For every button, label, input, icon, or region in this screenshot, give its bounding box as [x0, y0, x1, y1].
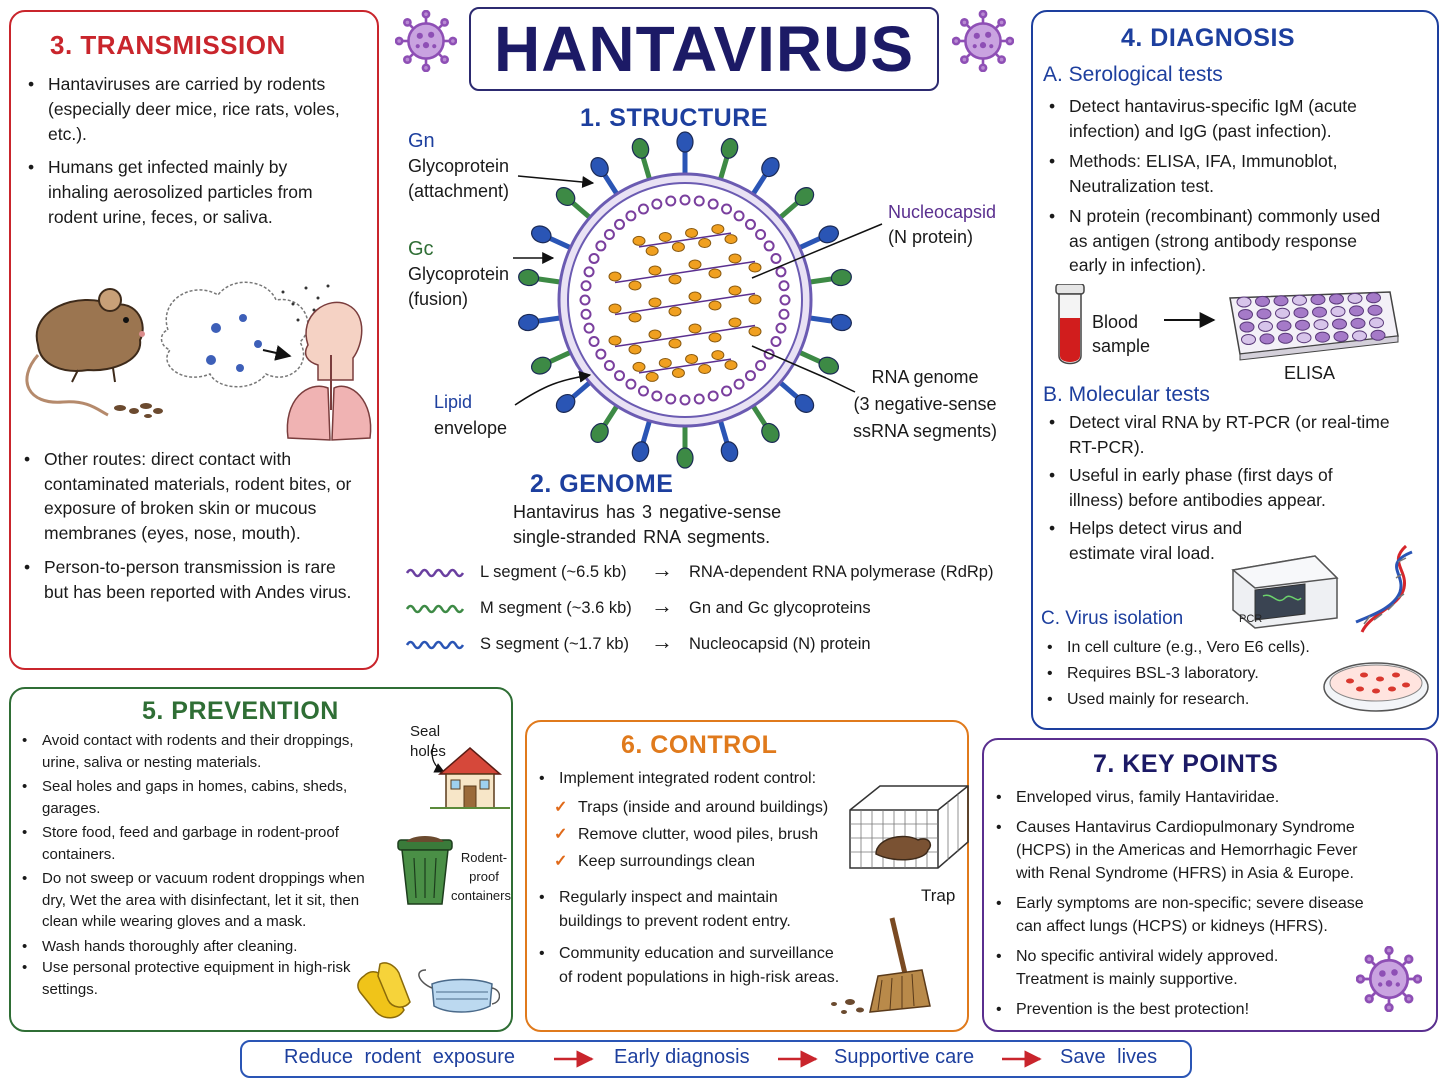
arrow-icon: →: [651, 593, 673, 618]
list-item: • In cell culture (e.g., Vero E6 cells).: [1043, 635, 1363, 661]
gc-desc: Glycoprotein: [408, 264, 510, 284]
seal-label-2: holes: [410, 743, 446, 760]
trash-bin-icon: [394, 834, 456, 908]
list-item: • Causes Hantavirus Cardiopulmonary Syndrome (HCPS) in the Americas and Hemorrhagic Fever with Renal Syndrome (HFRS) in Asia & Europe.: [992, 816, 1388, 885]
pcr-machine-icon: [1225, 548, 1343, 630]
structure-heading: 1. STRUCTURE: [580, 104, 768, 132]
list-item: • Early symptoms are non-specific; severe disease can affect lungs (HCPS) or kidneys (HFRS).: [992, 892, 1388, 938]
virus-icon: [395, 10, 457, 72]
genome-segment-row: [405, 557, 1005, 596]
list-item: • Do not sweep or vacuum rodent droppings when dry, Wet the area with disinfectant, let it sit, then clean while wearing gloves and a mask.: [18, 868, 390, 933]
control-intro: [535, 767, 855, 790]
elisa-label: ELISA: [1284, 363, 1336, 383]
serological-heading: A. Serological tests: [1043, 63, 1223, 86]
virion-structure-diagram: [505, 130, 865, 470]
elisa-plate-icon: [1222, 284, 1402, 362]
molecular-heading: B. Molecular tests: [1043, 383, 1210, 406]
gc-label: Gc: [408, 238, 434, 260]
diagnosis-heading: 4. DIAGNOSIS: [1121, 24, 1296, 52]
footer-step: Save lives: [1060, 1046, 1158, 1068]
gn-label: Gn: [408, 130, 435, 152]
rna-desc: (3 negative-sense: [853, 394, 997, 414]
rna-strand-icon: [405, 599, 465, 619]
check-item: ✓ Traps (inside and around buildings): [554, 794, 854, 821]
rodent-proof-label: Rodent-: [460, 850, 508, 865]
keypoints-heading: 7. KEY POINTS: [1093, 750, 1279, 778]
genome-intro-2: single-stranded RNA segments.: [513, 527, 771, 547]
list-item: • Use personal protective equipment in high-risk settings.: [18, 957, 382, 1000]
broom-icon: [826, 914, 938, 1018]
isolation-list: [1043, 635, 1363, 713]
gn-desc: Glycoprotein: [408, 156, 510, 176]
transmission-list: [24, 72, 344, 230]
list-item: • Enveloped virus, family Hantaviridae.: [992, 786, 1388, 809]
footer-step: Reduce rodent exposure: [284, 1046, 516, 1068]
seal-label: Seal: [410, 723, 441, 740]
lipid-desc: envelope: [434, 418, 508, 438]
transmission-heading: 3. TRANSMISSION: [50, 30, 286, 60]
footer-step: Early diagnosis: [614, 1046, 750, 1068]
gn-desc-2: (attachment): [408, 181, 510, 201]
list-item: • Prevention is the best protection!: [992, 998, 1388, 1021]
rna-desc-2: ssRNA segments): [852, 421, 998, 441]
list-item: • Requires BSL-3 laboratory.: [1043, 661, 1363, 687]
check-item: ✓ Remove clutter, wood piles, brush: [554, 821, 854, 848]
list-item: • N protein (recombinant) commonly used as antigen (strong antibody response early in infection).: [1045, 204, 1385, 278]
list-item: • Wash hands thoroughly after cleaning.: [18, 936, 390, 958]
list-item: • Methods: ELISA, IFA, Immunoblot, Neutralization test.: [1045, 149, 1385, 198]
gloves-mask-icon: [352, 958, 500, 1024]
list-item: • Community education and surveillance of rodent populations in high-risk areas.: [535, 942, 849, 990]
control-list: [535, 886, 845, 990]
list-item: • Store food, feed and garbage in rodent-proof containers.: [18, 822, 362, 865]
transmission-list-2: [20, 447, 360, 604]
list-item: • Detect hantavirus-specific IgM (acute infection) and IgG (past infection).: [1045, 94, 1385, 143]
genome-segment-row: [405, 629, 1005, 668]
pcr-label: PCR: [1239, 613, 1263, 625]
list-item: • No specific antiviral widely approved. Treatment is mainly supportive.: [992, 945, 1316, 991]
mouse-icon: [27, 289, 145, 415]
list-item: • Person-to-person transmission is rare but has been reported with Andes virus.: [20, 555, 360, 604]
segment-product: RNA-dependent RNA polymerase (RdRp): [689, 563, 994, 581]
rodent-proof-label-2: proof: [469, 869, 499, 884]
list-item: • Used mainly for research.: [1043, 687, 1363, 713]
rodent-trap-icon: [846, 780, 970, 872]
molecular-list: [1045, 410, 1390, 565]
arrow-icon: →: [651, 629, 673, 654]
virus-icon: [952, 10, 1014, 72]
page-title: HANTAVIRUS: [493, 13, 915, 85]
list-item: • Detect viral RNA by RT-PCR (or real-time RT-PCR).: [1045, 410, 1390, 459]
trap-label: Trap: [921, 886, 956, 905]
lipid-label: Lipid: [434, 392, 473, 412]
segment-name: M segment (~3.6 kb): [480, 599, 632, 617]
segment-product: Gn and Gc glycoproteins: [689, 599, 871, 617]
segment-name: S segment (~1.7 kb): [480, 635, 630, 653]
list-item: • Implement integrated rodent control:: [535, 767, 855, 790]
genome-heading: 2. GENOME: [530, 470, 674, 498]
house-icon: [420, 742, 510, 814]
rna-strand-icon: [405, 635, 465, 655]
nucleocapsid-desc: (N protein): [888, 227, 974, 247]
segment-product: Nucleocapsid (N) protein: [689, 635, 871, 653]
list-item: • Avoid contact with rodents and their droppings, urine, saliva or nesting materials.: [18, 730, 390, 773]
arrow-icon: [1160, 310, 1220, 330]
rna-strand-icon: [405, 563, 465, 583]
check-item: ✓ Keep surroundings clean: [554, 848, 854, 875]
nucleocapsid-label: Nucleocapsid: [888, 202, 997, 222]
rodent-proof-label-3: containers: [451, 888, 511, 903]
arrow-icon: →: [651, 557, 673, 582]
control-heading: 6. CONTROL: [621, 731, 778, 759]
genome-segment-row: [405, 593, 1005, 632]
genome-segments: [405, 557, 1005, 668]
serological-list: [1045, 94, 1385, 278]
rodent-inhalation-illustration: [18, 270, 378, 445]
arrow-icon: [552, 1049, 596, 1069]
virus-icon: [1356, 946, 1422, 1012]
prevention-list: [18, 730, 390, 1000]
prevention-heading: 5. PREVENTION: [142, 697, 339, 725]
petri-dish-icon: [1320, 655, 1432, 717]
footer-step: Supportive care: [834, 1046, 975, 1068]
segment-name: L segment (~6.5 kb): [480, 563, 627, 581]
list-item: • Useful in early phase (first days of illness) before antibodies appear.: [1045, 463, 1390, 512]
rna-label: RNA genome: [871, 367, 979, 387]
blood-label: Blood: [1092, 312, 1139, 332]
isolation-heading: C. Virus isolation: [1041, 608, 1184, 629]
arrow-icon: [1000, 1049, 1044, 1069]
list-item: • Other routes: direct contact with contaminated materials, rodent bites, or exposure of broken skin or mucous membranes (eyes, nose, mouth).: [20, 447, 360, 545]
keypoints-list: [992, 786, 1388, 1021]
title-box: [469, 7, 939, 91]
list-item: • Hantaviruses are carried by rodents (especially deer mice, rice rats, voles, etc.).: [24, 72, 344, 147]
arrow-icon: [776, 1049, 820, 1069]
dna-icon: [1352, 544, 1418, 636]
list-item: • Humans get infected mainly by inhaling aerosolized particles from rodent urine, feces, or saliva.: [24, 155, 344, 230]
list-item: • Helps detect virus and estimate viral load.: [1045, 516, 1244, 565]
list-item: • Regularly inspect and maintain buildings to prevent rodent entry.: [535, 886, 845, 934]
gc-desc-2: (fusion): [408, 289, 469, 309]
list-item: • Seal holes and gaps in homes, cabins, sheds, garages.: [18, 776, 362, 819]
blood-label-2: sample: [1092, 336, 1151, 356]
genome-intro: Hantavirus has 3 negative-sense: [513, 502, 782, 522]
blood-tube-icon: [1050, 284, 1090, 370]
control-checklist: [554, 794, 854, 875]
